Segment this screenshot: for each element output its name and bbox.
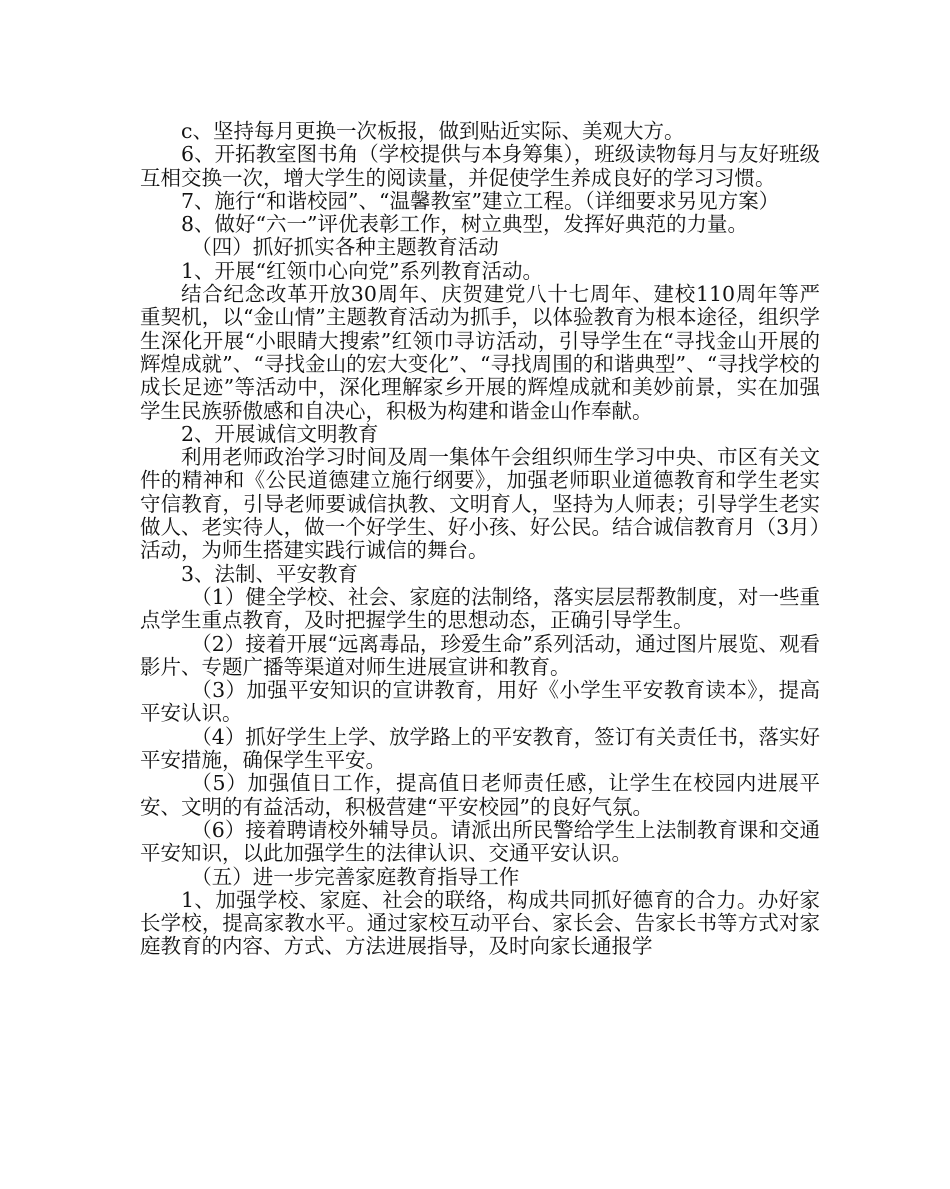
subheading-legal-safety: 3、法制、平安教育: [181, 561, 359, 586]
subheading-integrity: 2、开展诚信文明教育: [181, 421, 379, 446]
paragraph-safety-3: （3）加强平安知识的宣讲教育，用好《小学生平安教育读本》，提高平安认识。: [140, 678, 820, 726]
paragraph-safety-6: （6）接着聘请校外辅导员。请派出所民警给学生上法制教育课和交通平安知识，以此加强学生的法律认识、交通平安认识。: [140, 817, 820, 866]
paragraph-safety-4: （4）抓好学生上学、放学路上的平安教育，签订有关责任书，落实好平安措施，确保学生平安。: [140, 724, 820, 773]
subheading-red-scarf: 1、开展“红领巾心向党”系列教育活动。: [181, 258, 544, 283]
paragraph-safety-5: （5）加强值日工作，提高值日老师责任感，让学生在校园内进展平安、文明的有益活动，积极营建“平安校园”的良好气氛。: [140, 771, 820, 819]
section-heading-5: （五）进一步完善家庭教育指导工作: [191, 864, 520, 889]
paragraph-harmonious-campus: 7、施行“和谐校园”、“温馨教室”建立工程。（详细要求另见方案）: [181, 188, 780, 213]
paragraph-safety-2: （2）接着开展“远离毒品，珍爱生命”系列活动，通过图片展览、观看影片、专题广播等渠道对师生进展宣讲和教育。: [140, 631, 820, 679]
section-heading-4: （四）抓好抓实各种主题教育活动: [191, 235, 499, 260]
paragraph-red-scarf: 结合纪念改革开放30周年、庆贺建党八十七周年、建校110周年等严重契机，以“金山情”主题教育活动为抓手，以体验教育为根本途径，组织学生深化开展“小眼睛大搜索”红领巾寻访活动，引导学生在“寻找金山开展的辉煌成就”、“寻找金山的宏大变化”、“寻找周围的和谐典型”、“寻找学校的成长足迹”等活动中，深化理解家乡开展的辉煌成就和美妙前景，实在加强学生民族骄傲感和自决心，积极为构建和谐金山作奉献。: [140, 282, 820, 423]
paragraph-integrity: 利用老师政治学习时间及周一集体午会组织师生学习中央、市区有关文件的精神和《公民道德建立施行纲要》，加强老师职业道德教育和学生老实守信教育，引导老师要诚信执教、文明育人，坚持为人师表；引导学生老实做人、老实待人，做一个好学生、好小孩、好公民。结合诚信教育月（3月）活动，为师生搭建实践行诚信的舞台。: [140, 445, 820, 563]
paragraph-blackboard: c、坚持每月更换一次板报，做到贴近实际、美观大方。: [181, 119, 685, 143]
document-body: [140, 120, 820, 959]
paragraph-family-education: 1、加强学校、家庭、社会的联络，构成共同抓好德育的合力。办好家长学校，提高家教水平。通过家校互动平台、家长会、告家长书等方式对家庭教育的内容、方式、方法进展指导，及时向家长通报学: [140, 887, 820, 959]
paragraph-june-first: 8、做好“六一”评优表彰工作，树立典型，发挥好典范的力量。: [181, 212, 749, 237]
paragraph-book-corner: 6、开拓教室图书角（学校提供与本身筹集），班级读物每月与友好班级互相交换一次，增大学生的阅读量，并促使学生养成良好的学习习惯。: [140, 142, 820, 190]
paragraph-safety-1: （1）健全学校、社会、家庭的法制络，落实层层帮教制度，对一些重点学生重点教育，及时把握学生的思想动态，正确引导学生。: [140, 584, 820, 633]
